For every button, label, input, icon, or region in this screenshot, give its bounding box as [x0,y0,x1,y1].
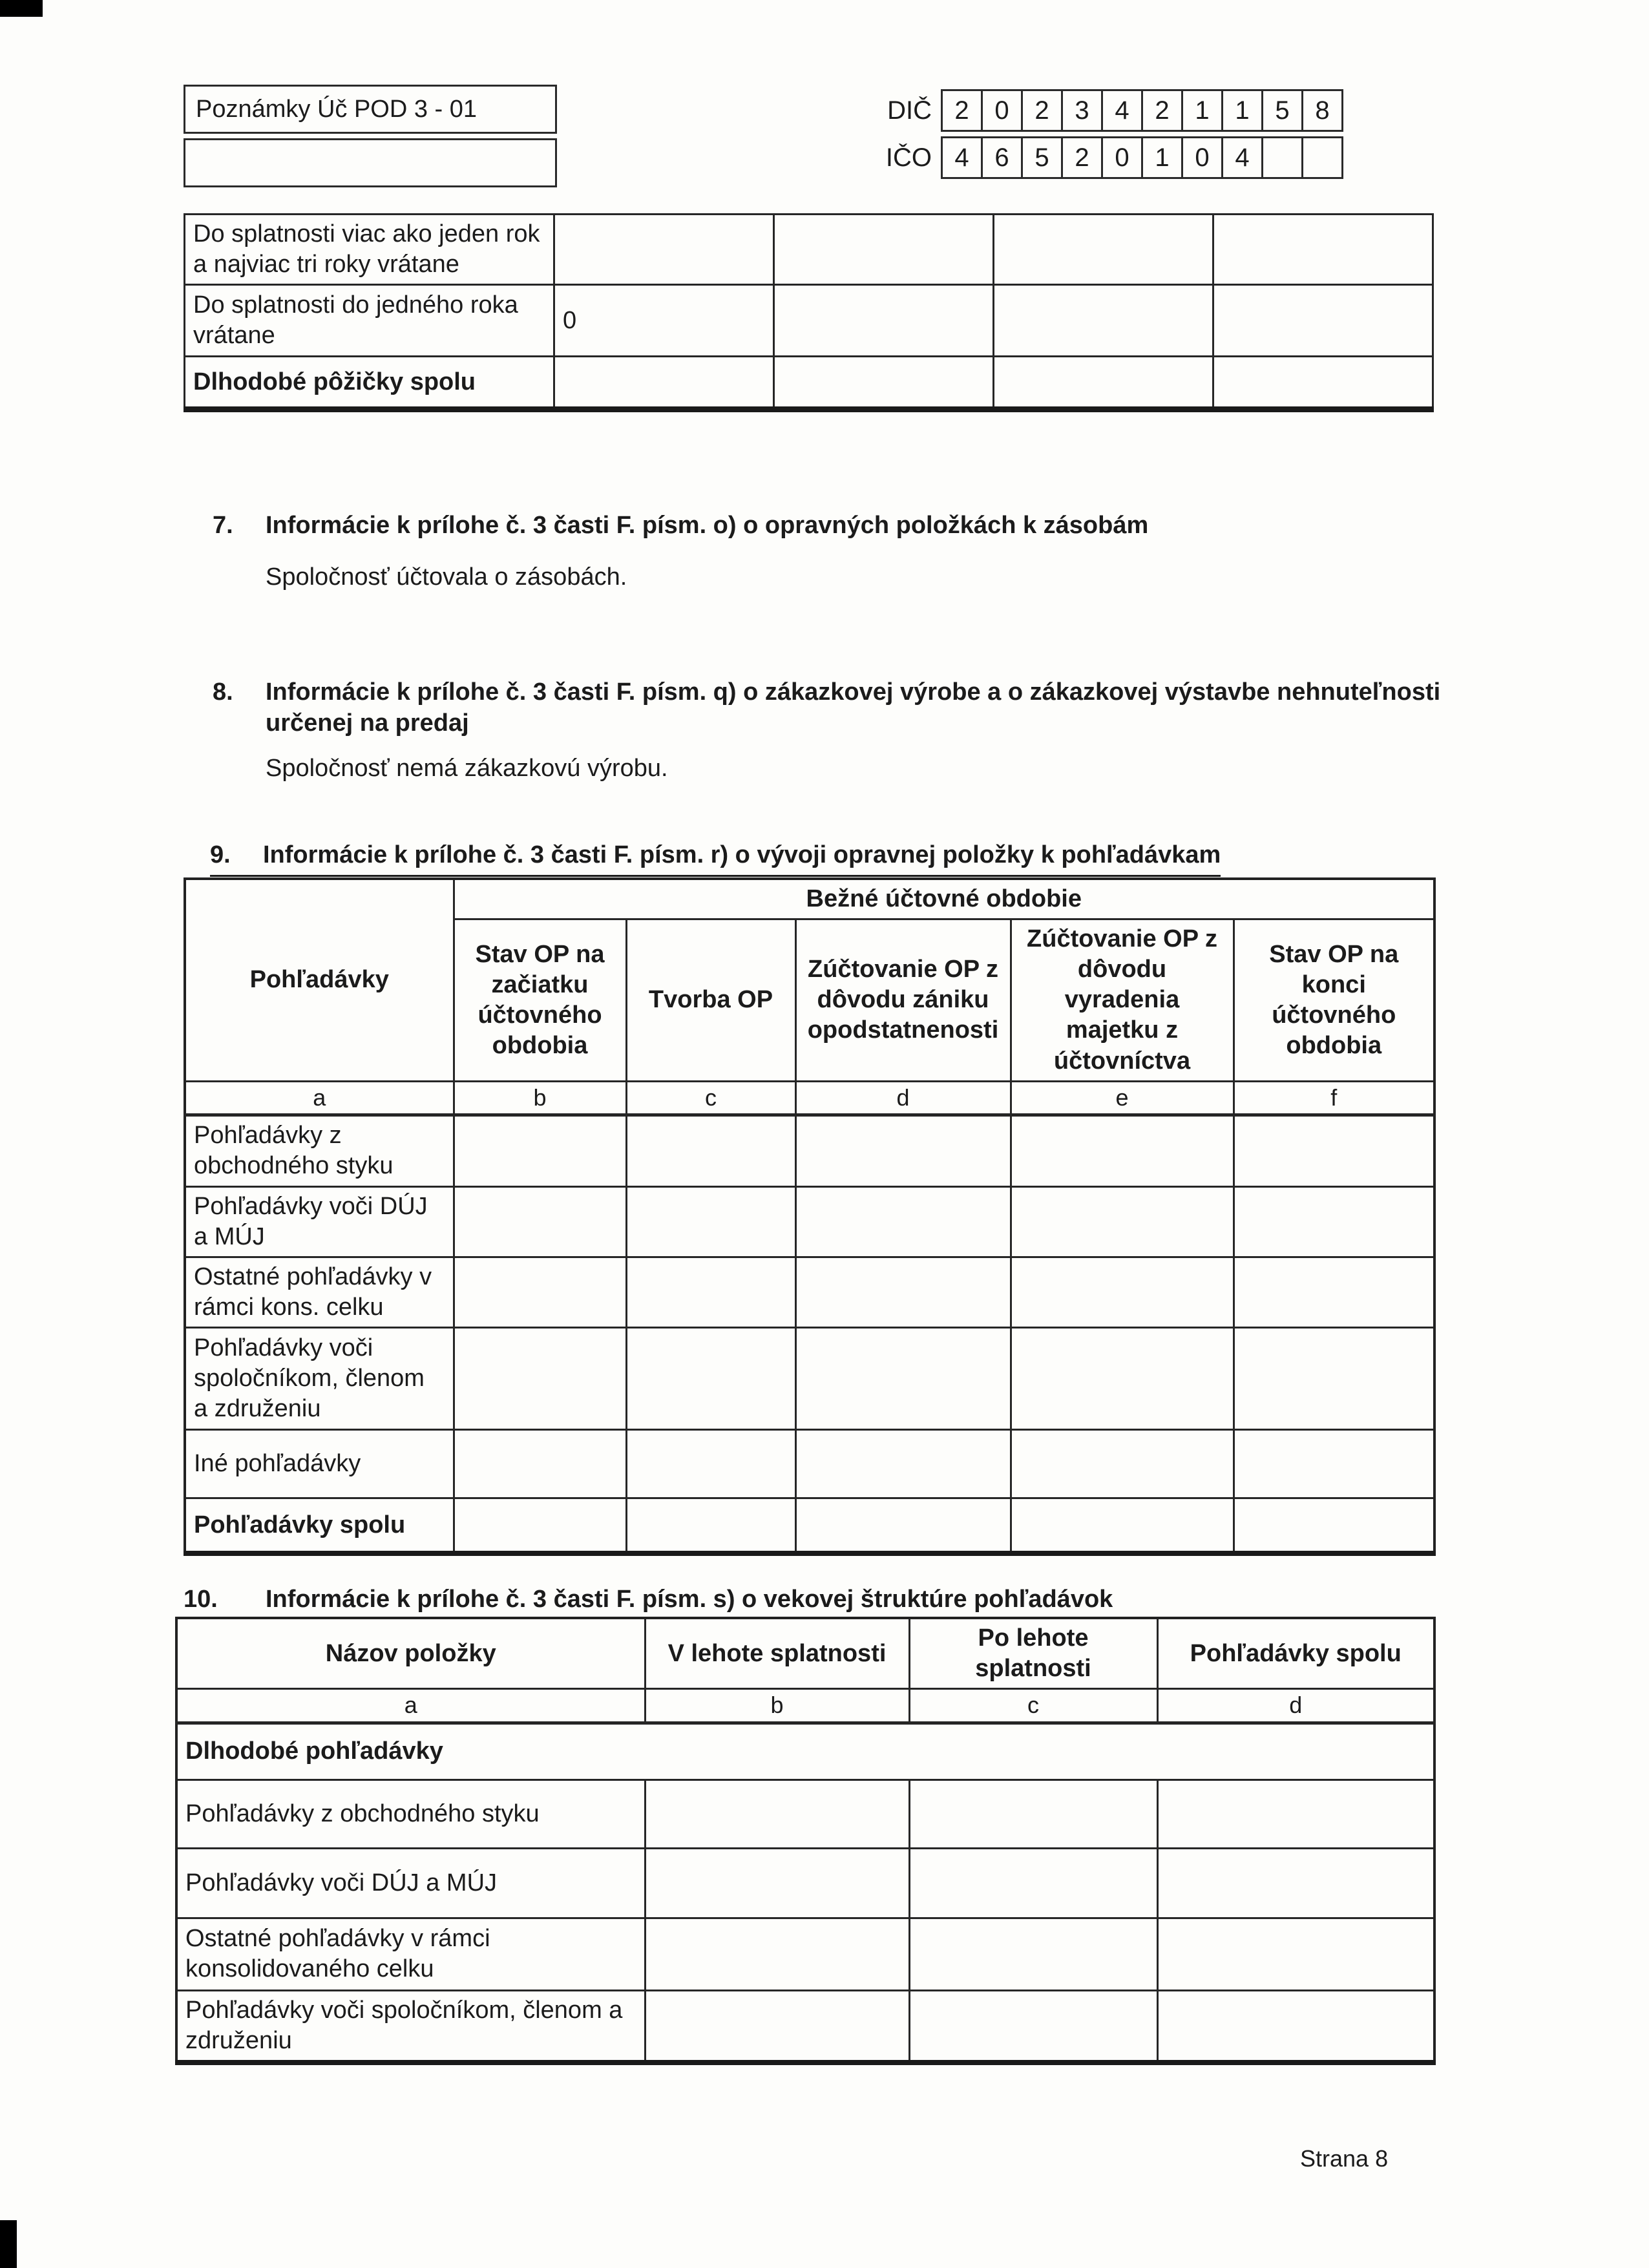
data-cell [454,1327,626,1429]
dic-digit-cell: 0 [981,89,1023,132]
section-10-heading [184,1584,1113,1615]
ico-digit-cell [1301,136,1343,179]
letter-cell: a [185,1081,454,1115]
dic-digit-cell: 2 [1141,89,1183,132]
data-cell [645,1780,909,1848]
table-row [176,1780,1434,1848]
section-8-title: Informácie k prílohe č. 3 časti F. písm. q) o zákazkovej výrobe a o zákazkovej výstavbe nehnuteľnosti určenej na predaj [266,678,1441,737]
data-cell [645,1848,909,1918]
section-7-title: Informácie k prílohe č. 3 časti F. písm. o) o opravných položkách k zásobám [266,512,1149,539]
loans-row [185,215,1433,285]
ico-digit-cell: 4 [1221,136,1263,179]
row-label-cell: Pohľadávky voči DÚJ a MÚJ [176,1848,645,1918]
letter-cell: b [645,1689,909,1723]
data-cell [1157,1848,1434,1918]
form-title: Poznámky Úč POD 3 - 01 [196,95,478,123]
data-cell [1213,285,1433,357]
row-label-cell: Do splatnosti do jedného roka vrátane [185,285,554,357]
ico-digit-strip [941,136,1343,179]
data-cell [795,1186,1011,1257]
table-row [185,1257,1434,1327]
dic-digit-cell: 3 [1061,89,1103,132]
long-term-loans-table [184,213,1434,412]
data-cell [1234,1429,1434,1498]
scan-artifact-bottom-left [0,2220,17,2268]
row-label-cell: Pohľadávky spolu [185,1498,454,1553]
form-title-box-secondary [184,138,557,187]
data-cell [626,1429,795,1498]
row-label-cell: Iné pohľadávky [185,1429,454,1498]
data-cell [454,1186,626,1257]
data-cell [909,1780,1157,1848]
data-cell [1234,1498,1434,1553]
row-label-cell: Ostatné pohľadávky v rámci kons. celku [185,1257,454,1327]
data-cell [1157,1990,1434,2063]
ico-digit-cell: 0 [1181,136,1223,179]
data-cell [454,1115,626,1186]
table-row [185,1115,1434,1186]
row-label-cell: Ostatné pohľadávky v rámci konsolidovaného celku [176,1918,645,1990]
letter-cell: d [795,1081,1011,1115]
section-8-body: Spoločnosť nemá zákazkovú výrobu. [266,755,668,782]
data-cell [554,215,774,285]
section-7-heading [213,510,1148,541]
letter-cell: b [454,1081,626,1115]
data-cell [1157,1918,1434,1990]
data-cell [1011,1498,1234,1553]
data-cell [994,357,1213,410]
data-cell [1213,357,1433,410]
data-cell [795,1429,1011,1498]
ico-label: IČO [885,143,932,172]
group-header-row [176,1723,1434,1780]
data-cell: 0 [554,285,774,357]
dic-digit-cell: 2 [941,89,983,132]
data-cell [626,1498,795,1553]
data-cell [554,357,774,410]
letter-cell: f [1234,1081,1434,1115]
row-label-cell: Pohľadávky voči spoločníkom, členom a združeniu [176,1990,645,2063]
data-cell [1234,1115,1434,1186]
section-10-title: Informácie k prílohe č. 3 časti F. písm. s) o vekovej štruktúre pohľadávok [266,1586,1113,1613]
dic-digit-cell: 1 [1221,89,1263,132]
section-10-number: 10. [184,1586,218,1613]
form-title-box [184,85,557,134]
letter-cell: d [1157,1689,1434,1723]
table-row [176,1990,1434,2063]
table-row [176,1848,1434,1918]
letter-cell: a [176,1689,645,1723]
receivables-provisions-table [184,877,1436,1556]
row-label-cell: Pohľadávky voči spoločníkom, členom a združeniu [185,1327,454,1429]
column-header-cell: Stav OP na začiatku účtovného obdobia [454,919,626,1082]
data-cell [645,1918,909,1990]
receivables-age-structure-table [175,1617,1436,2065]
data-cell [1234,1327,1434,1429]
section-9-title: Informácie k prílohe č. 3 časti F. písm. r) o vývoji opravnej položky k pohľadávkam [263,841,1221,868]
data-cell [626,1186,795,1257]
column-header-cell: Tvorba OP [626,919,795,1082]
table-row [185,1429,1434,1498]
data-cell [454,1257,626,1327]
dic-digit-strip [941,89,1343,132]
data-cell [454,1429,626,1498]
dic-label: DIČ [887,96,932,125]
row-label-cell: Pohľadávky z obchodného styku [185,1115,454,1186]
section-7-body: Spoločnosť účtovala o zásobách. [266,563,627,591]
dic-digit-cell: 2 [1021,89,1063,132]
data-cell [1011,1115,1234,1186]
section-9-number: 9. [210,841,231,868]
data-cell [774,215,994,285]
column-header-row [176,1618,1434,1689]
table-row [185,1186,1434,1257]
data-cell [626,1327,795,1429]
table-row [185,1327,1434,1429]
data-cell [1011,1429,1234,1498]
column-header-cell: Zúčtovanie OP z dôvodu zániku opodstatnenosti [795,919,1011,1082]
row-label-cell: Pohľadávky voči DÚJ a MÚJ [185,1186,454,1257]
data-cell [909,1990,1157,2063]
loans-row [185,285,1433,357]
data-cell [454,1498,626,1553]
section-7-number: 7. [213,512,233,539]
period-header-cell: Bežné účtovné obdobie [454,879,1434,919]
scan-artifact-top-left [0,0,43,17]
data-cell [1011,1186,1234,1257]
column-header-cell: Stav OP na konci účtovného obdobia [1234,919,1434,1082]
dic-digit-cell: 8 [1301,89,1343,132]
data-cell [774,285,994,357]
section-8-number: 8. [213,678,233,706]
dic-row [872,89,1343,132]
column-header-cell: Po lehote splatnosti [909,1618,1157,1689]
data-cell [795,1498,1011,1553]
column-header-cell: V lehote splatnosti [645,1618,909,1689]
dic-digit-cell: 5 [1261,89,1303,132]
ico-row [872,136,1343,179]
ico-digit-cell: 0 [1101,136,1143,179]
column-header-cell: Pohľadávky spolu [1157,1618,1434,1689]
dic-digit-cell: 1 [1181,89,1223,132]
data-cell [795,1257,1011,1327]
letter-cell: c [909,1689,1157,1723]
data-cell [795,1115,1011,1186]
ico-digit-cell: 2 [1061,136,1103,179]
table-total-row [185,1498,1434,1553]
letter-cell: c [626,1081,795,1115]
data-cell [774,357,994,410]
letter-cell: e [1011,1081,1234,1115]
data-cell [795,1327,1011,1429]
column-header-cell: Názov položky [176,1618,645,1689]
section-9-heading [210,840,1221,877]
page-number: Strana 8 [1300,2145,1389,2172]
ico-digit-cell: 6 [981,136,1023,179]
data-cell [909,1848,1157,1918]
letters-row [176,1689,1434,1723]
ico-digit-cell: 1 [1141,136,1183,179]
row-label-cell: Do splatnosti viac ako jeden rok a najviac tri roky vrátane [185,215,554,285]
data-cell [909,1918,1157,1990]
data-cell [1234,1257,1434,1327]
loans-total-row [185,357,1433,410]
row-label-cell: Dlhodobé pôžičky spolu [185,357,554,410]
period-header-row [185,879,1434,919]
ico-digit-cell: 4 [941,136,983,179]
data-cell [1234,1186,1434,1257]
data-cell [994,215,1213,285]
dic-digit-cell: 4 [1101,89,1143,132]
table-row [176,1918,1434,1990]
data-cell [1157,1780,1434,1848]
row-label-cell: Pohľadávky z obchodného styku [176,1780,645,1848]
data-cell [1213,215,1433,285]
data-cell [1011,1257,1234,1327]
data-cell [1011,1327,1234,1429]
letters-row [185,1081,1434,1115]
column-header-cell: Zúčtovanie OP z dôvodu vyradenia majetku z účtovníctva [1011,919,1234,1082]
ico-digit-cell [1261,136,1303,179]
data-cell [626,1115,795,1186]
column-header-cell: Pohľadávky [185,879,454,1081]
group-header-cell: Dlhodobé pohľadávky [176,1723,1434,1780]
data-cell [645,1990,909,2063]
section-8-heading [213,677,1442,739]
data-cell [994,285,1213,357]
data-cell [626,1257,795,1327]
ico-digit-cell: 5 [1021,136,1063,179]
